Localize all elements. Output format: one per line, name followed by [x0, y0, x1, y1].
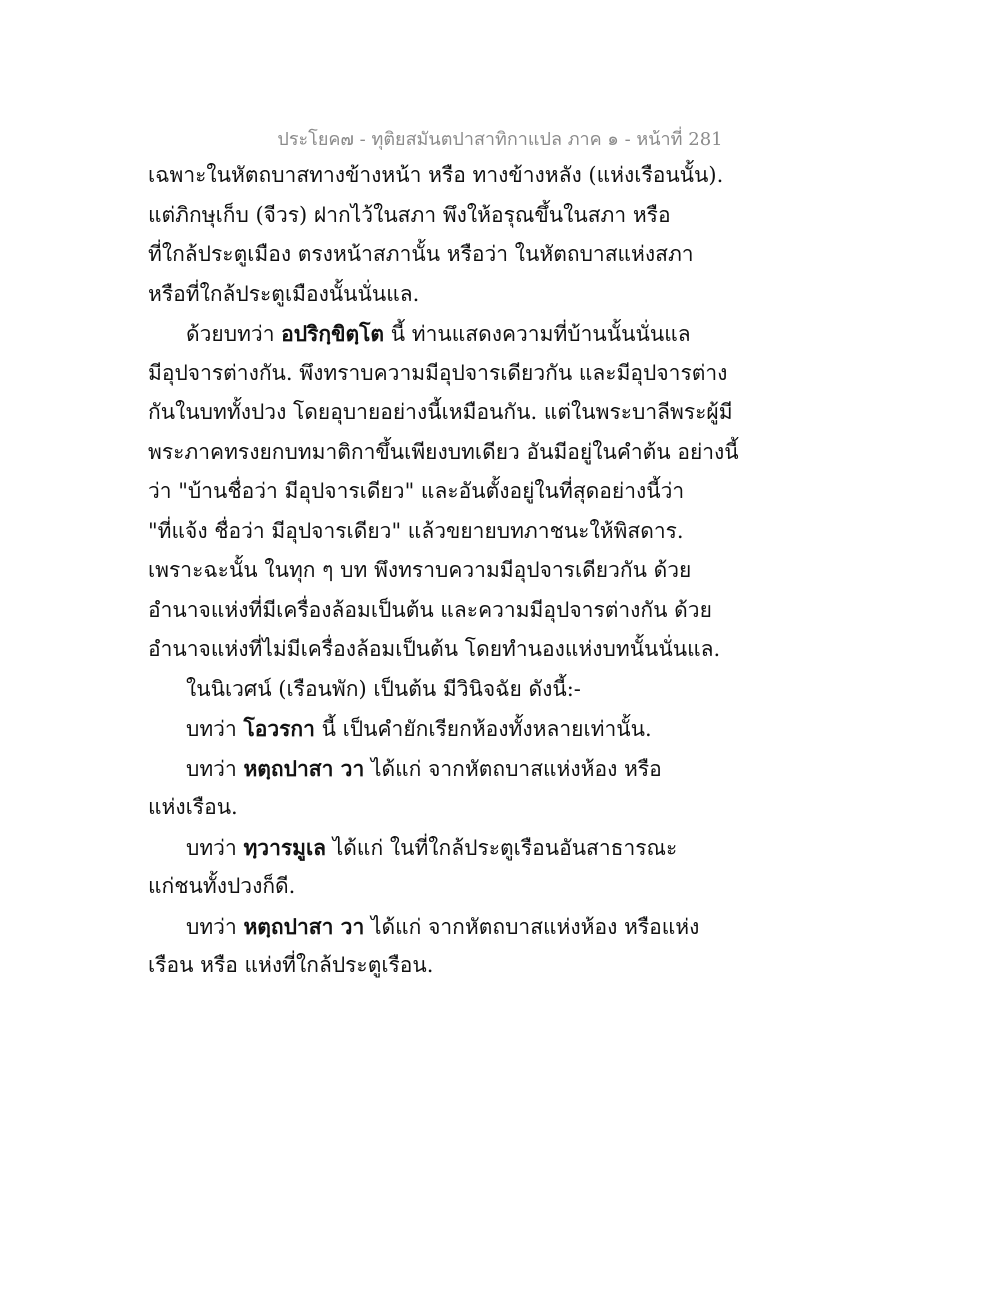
text-line	[148, 156, 868, 196]
text-line	[148, 196, 868, 236]
bold-term: ทฺวารมูเล	[243, 834, 327, 860]
line-text: แต่ภิกษุเก็บ (จีวร) ฝากไว้ในสภา พึงให้อรุณขึ้นในสภา หรือ	[148, 202, 671, 227]
text-line	[148, 512, 868, 552]
line-text: บทว่า	[186, 717, 244, 741]
text-line	[148, 235, 868, 275]
line-text: อำนาจแห่งที่มีเครื่องล้อมเป็นต้น และความมีอุปจารต่างกัน ด้วย	[148, 597, 712, 622]
line-text: นี้ เป็นคำยักเรียกห้องทั้งหลายเท่านั้น.	[314, 717, 652, 741]
page-header-text: ประโยค๗ - ทุติยสมันตปาสาทิกาแปล ภาค ๑ - หน้าที่ 281	[277, 129, 723, 150]
text-line	[148, 472, 868, 512]
text-line	[148, 946, 868, 986]
line-text: กันในบททั้งปวง โดยอุบายอย่างนี้เหมือนกัน. แต่ในพระบาลีพระผู้มี	[148, 400, 733, 424]
line-text: นี้ ท่านแสดงความที่บ้านนั้นนั่นแล	[384, 322, 691, 346]
text-line	[148, 433, 868, 473]
text-line	[148, 354, 868, 394]
text-line	[148, 314, 868, 354]
line-text: มีอุปจารต่างกัน. พึงทราบความมีอุปจารเดียวกัน และมีอุปจารต่าง	[148, 360, 728, 385]
text-line	[148, 828, 868, 868]
line-text: เพราะฉะนั้น ในทุก ๆ บท พึงทราบความมีอุปจารเดียวกัน ด้วย	[148, 558, 692, 582]
text-line	[148, 709, 868, 749]
line-text: พระภาคทรงยกบทมาติกาขึ้นเพียงบทเดียว อันมีอยู่ในคำต้น อย่างนี้	[148, 439, 739, 464]
text-line	[148, 551, 868, 591]
line-text: ได้แก่ ในที่ใกล้ประตูเรือนอันสาธารณะ	[326, 835, 678, 860]
line-text: ว่า "บ้านชื่อว่า มีอุปจารเดียว" และอันตั้งอยู่ในที่สุดอย่างนี้ว่า	[148, 479, 685, 503]
text-line	[148, 670, 868, 710]
line-text: "ที่แจ้ง ชื่อว่า มีอุปจารเดียว" แล้วขยายบทภาชนะให้พิสดาร.	[148, 518, 684, 543]
line-text: บทว่า	[186, 835, 244, 860]
text-line	[148, 275, 868, 315]
text-line	[148, 393, 868, 433]
line-text: บทว่า	[186, 914, 244, 939]
line-text: อำนาจแห่งที่ไม่มีเครื่องล้อมเป็นต้น โดยทำนองแห่งบทนั้นนั่นแล.	[148, 637, 721, 661]
line-text: หรือที่ใกล้ประตูเมืองนั้นนั่นแล.	[148, 281, 420, 306]
line-text: ด้วยบทว่า	[186, 322, 282, 346]
bold-term: โอวรกา	[243, 716, 315, 741]
line-text: ที่ใกล้ประตูเมือง ตรงหน้าสภานั้น หรือว่า ในหัตถบาสแห่งสภา	[148, 242, 694, 266]
bold-term: หตฺถปาสา วา	[243, 755, 365, 781]
bold-term: หตฺถปาสา วา	[243, 913, 365, 939]
bold-term: อปริกฺขิตฺโต	[281, 321, 385, 346]
text-line	[148, 749, 868, 789]
line-text: ได้แก่ จากหัตถบาสแห่งห้อง หรือแห่ง	[364, 914, 700, 939]
body-text	[148, 156, 868, 986]
line-text: แก่ชนทั้งปวงก็ดี.	[148, 874, 296, 898]
line-text: ได้แก่ จากหัตถบาสแห่งห้อง หรือ	[364, 756, 662, 781]
line-text: บทว่า	[186, 756, 244, 781]
line-text: ในนิเวศน์ (เรือนพัก) เป็นต้น มีวินิจฉัย ดังนี้:-	[186, 676, 581, 701]
text-line	[148, 630, 868, 670]
text-line	[148, 867, 868, 907]
line-text: เรือน หรือ แห่งที่ใกล้ประตูเรือน.	[148, 953, 434, 977]
page-header	[0, 124, 1000, 153]
text-line	[148, 591, 868, 631]
line-text: เฉพาะในหัตถบาสทางข้างหน้า หรือ ทางข้างหลัง (แห่งเรือนนั้น).	[148, 163, 724, 187]
text-line	[148, 788, 868, 828]
line-text: แห่งเรือน.	[148, 795, 238, 819]
text-line	[148, 907, 868, 947]
